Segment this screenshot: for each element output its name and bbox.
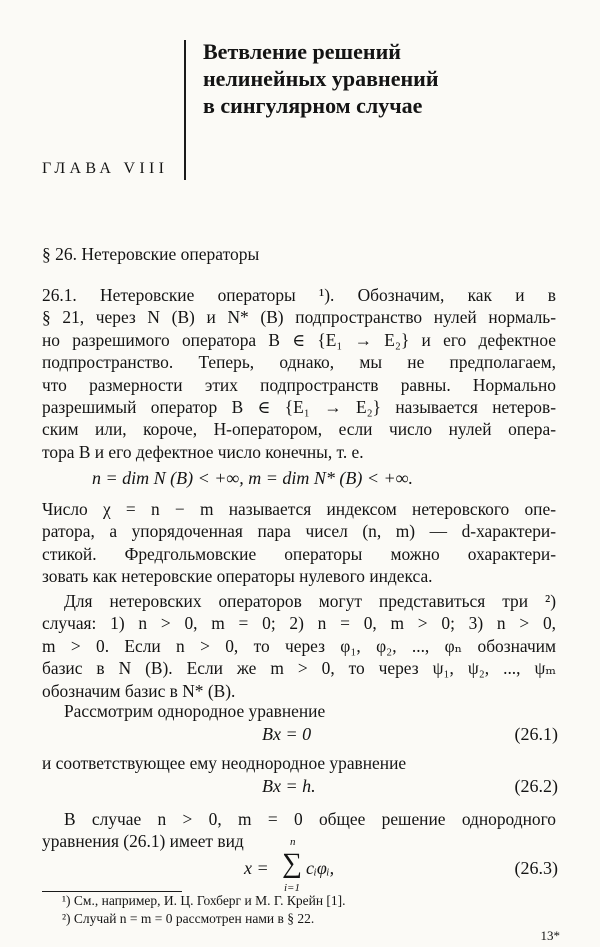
text-line: Число χ = n − m называется индексом нетеровского опе- [42,499,556,519]
line-homogeneous [64,700,554,722]
chapter-title-line: нелинейных уравнений [203,66,439,91]
equation-26-2-number: (26.2) [514,776,558,796]
text-line: что размерности этих подпространств равны. Нормально [42,374,556,395]
text-line: но разрешимого оператора B ∈ {E₁ → E₂} и его дефектное [42,329,556,350]
equation-26-3-lhs: x = [244,858,269,878]
text-line: 26.1. Нетеровские операторы ¹). Обозначим, как и в [42,285,556,305]
page-number: 13* [540,928,560,943]
text-line: ским или, короче, H-оператором, если число нулей опера- [42,419,556,440]
chapter-label: ГЛАВА VIII [42,160,169,177]
equation-26-3-summand: cᵢφᵢ, [306,858,335,878]
equation-26-1-number: (26.1) [514,724,558,744]
text-line: базис в N (B). Если же m > 0, то через ψ₁, ψ₂, ..., ψₘ [42,658,556,679]
paragraph-cases [42,590,556,702]
text-line: случая: 1) n > 0, m = 0; 2) n = 0, m > 0; 3) n > 0, [42,613,556,634]
text-line: ратора, а упорядоченная пара чисел (n, m) — d-характери- [42,521,556,542]
section-heading: § 26. Нетеровские операторы [42,244,260,264]
text-line: В случае n > 0, m = 0 общее решение однородного [64,809,556,829]
paragraph-nether-operators [42,284,556,463]
footnote-1: ¹) См., например, И. Ц. Гохберг и М. Г. Крейн [1]. [62,893,346,908]
text-line: Рассмотрим однородное уравнение [64,701,326,721]
text-line: и соответствующее ему неоднородное уравнение [42,753,407,773]
equation-dimensions: n = dim N (B) < +∞, m = dim N* (B) < +∞. [92,468,414,488]
chapter-title-line: в сингулярном случае [203,93,423,118]
footnote-divider [42,891,182,892]
text-line: уравнения (26.1) имеет вид [42,831,244,852]
sum-upper-limit: n [290,836,296,848]
equation-26-2: Bx = h. [262,776,316,796]
sigma-symbol: ∑ [282,848,302,879]
chapter-divider [184,40,186,180]
sum-lower-limit: i=1 [284,882,300,894]
text-line: Для нетеровских операторов могут представиться три ²) [64,591,556,611]
text-line: подпространство. Теперь, однако, мы не предполагаем, [42,352,556,373]
chapter-title [203,38,583,119]
equation-26-3-number: (26.3) [514,858,558,878]
chapter-title-line: Ветвление решений [203,39,401,64]
paragraph-general-solution [42,808,556,853]
equation-26-1: Bx = 0 [262,724,312,744]
text-line: § 21, через N (B) и N* (B) подпространство нулей нормаль- [42,307,556,328]
paragraph-index [42,498,556,588]
text-line: зовать как нетеровские операторы нулевого индекса. [42,566,433,587]
line-inhomogeneous [42,752,556,774]
text-line: разрешимый оператор B ∈ {E₁ → E₂} называется нетеров- [42,397,556,418]
text-line: стикой. Фредгольмовские операторы можно охарактери- [42,543,556,564]
text-line: тора B и его дефектное число конечны, т. е. [42,441,364,462]
text-line: обозначим базис в N* (B). [42,680,236,701]
text-line: m > 0. Если n > 0, то через φ₁, φ₂, ..., φₙ обозначим [42,635,556,656]
footnote-2: ²) Случай n = m = 0 рассмотрен нами в § 22. [62,911,315,926]
